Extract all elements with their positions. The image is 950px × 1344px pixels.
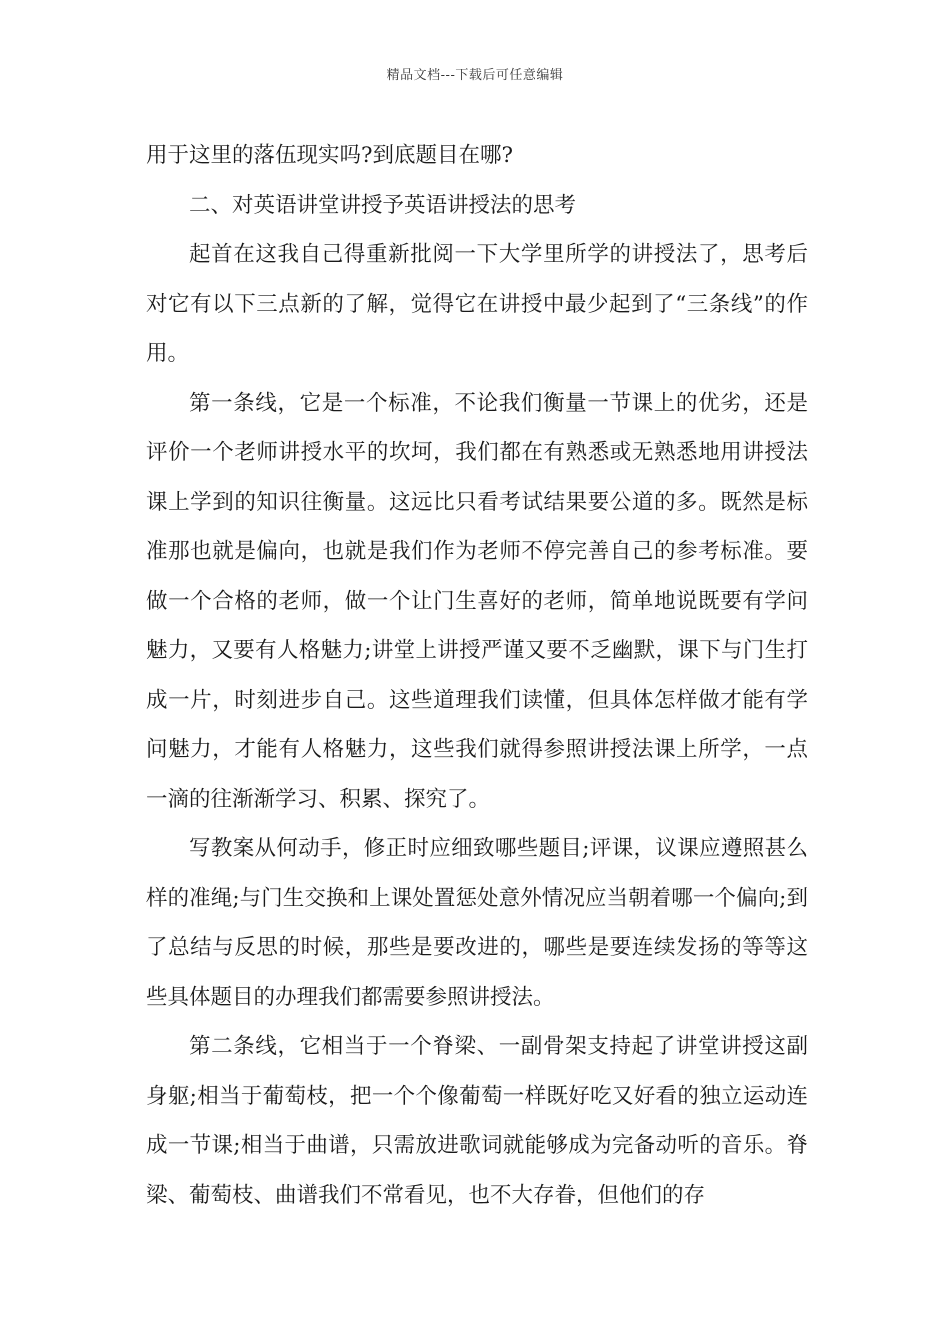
paragraph-continuation: 用于这里的落伍现实吗?到底题目在哪? [146, 143, 514, 168]
paragraph: 写教案从何动手，修正时应细致哪些题目;评课，议课应遵照甚么样的准绳;与门生交换和上课处置惩处意外情况应当朝着哪一个偏向;到了总结与反思的时候，那些是要改进的，哪些是要连续发扬的等等这些具体题目的办理我们都需要参照讲授法。 [146, 836, 808, 1010]
document-body [146, 131, 808, 1220]
section-heading: 二、对英语讲堂讲授予英语讲授法的思考 [189, 192, 577, 218]
page-header: 精品文档---下载后可任意编辑 [386, 68, 564, 83]
paragraph: 第一条线，它是一个标准，不论我们衡量一节课上的优劣，还是评价一个老师讲授水平的坎坷，我们都在有熟悉或无熟悉地用讲授法课上学到的知识往衡量。这远比只看考试结果要公道的多。既然是标准那也就是偏向，也就是我们作为老师不停完善自己的参考标准。要做一个合格的老师，做一个让门生喜好的老师，简单地说既要有学问魅力，又要有人格魅力;讲堂上讲授严谨又要不乏幽默，课下与门生打成一片，时刻进步自己。这些道理我们读懂，但具体怎样做才能有学问魅力，才能有人格魅力，这些我们就得参照讲授法课上所学，一点一滴的往渐渐学习、积累、探究了。 [146, 390, 808, 812]
paragraph: 起首在这我自己得重新批阅一下大学里所学的讲授法了，思考后对它有以下三点新的了解，觉得它在讲授中最少起到了“三条线”的作用。 [146, 242, 808, 366]
paragraph: 第二条线，它相当于一个脊梁、一副骨架支持起了讲堂讲授这副身躯;相当于葡萄枝，把一个个像葡萄一样既好吃又好看的独立运动连成一节课;相当于曲谱，只需放进歌词就能够成为完备动听的音乐。脊梁、葡萄枝、曲谱我们不常看见，也不大存眷，但他们的存 [146, 1034, 808, 1208]
